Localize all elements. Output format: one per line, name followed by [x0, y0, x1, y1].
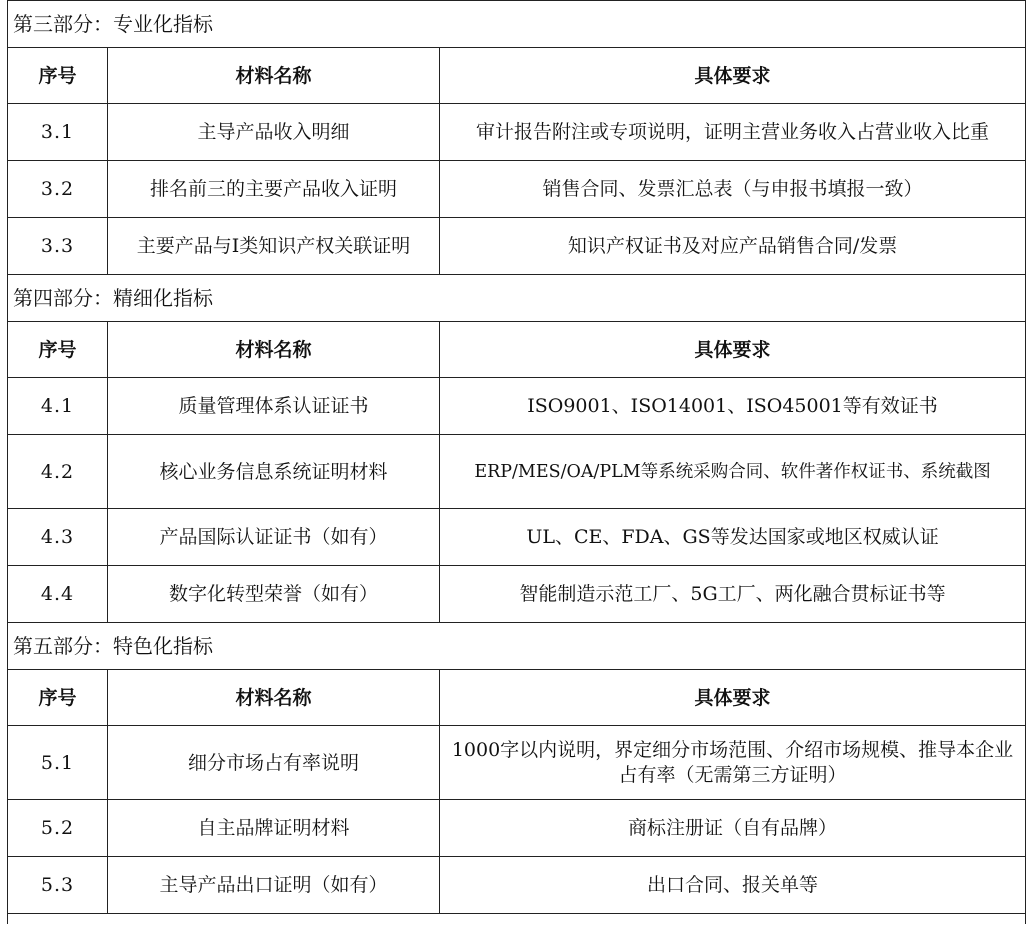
row-seq: 4.3 — [8, 509, 108, 566]
table-row — [8, 509, 1026, 566]
row-seq: 4.2 — [8, 435, 108, 509]
row-name: 排名前三的主要产品收入证明 — [108, 161, 440, 218]
row-name: 自主品牌证明材料 — [108, 800, 440, 857]
row-seq: 3.1 — [8, 104, 108, 161]
row-seq: 3.3 — [8, 218, 108, 275]
row-seq: 4.1 — [8, 378, 108, 435]
row-name: 产品国际认证证书（如有） — [108, 509, 440, 566]
row-name: 主导产品收入明细 — [108, 104, 440, 161]
table-row — [8, 726, 1026, 800]
continuation-cell — [8, 914, 1026, 924]
row-name: 核心业务信息系统证明材料 — [108, 435, 440, 509]
column-header-row — [8, 322, 1026, 378]
section-title: 第四部分：精细化指标 — [8, 275, 1026, 322]
row-req: 商标注册证（自有品牌） — [440, 800, 1026, 857]
header-name: 材料名称 — [108, 48, 440, 104]
header-req: 具体要求 — [440, 48, 1026, 104]
row-seq: 5.3 — [8, 857, 108, 914]
row-seq: 5.1 — [8, 726, 108, 800]
header-name: 材料名称 — [108, 670, 440, 726]
row-req: 出口合同、报关单等 — [440, 857, 1026, 914]
table-row — [8, 104, 1026, 161]
column-header-row — [8, 48, 1026, 104]
row-req: 销售合同、发票汇总表（与申报书填报一致） — [440, 161, 1026, 218]
header-seq: 序号 — [8, 670, 108, 726]
section-header-row — [8, 275, 1026, 322]
row-name: 数字化转型荣誉（如有） — [108, 566, 440, 623]
table-continuation-row — [8, 914, 1026, 924]
row-name: 质量管理体系认证证书 — [108, 378, 440, 435]
row-name: 细分市场占有率说明 — [108, 726, 440, 800]
section-header-row — [8, 623, 1026, 670]
row-req: UL、CE、FDA、GS等发达国家或地区权威认证 — [440, 509, 1026, 566]
row-seq: 5.2 — [8, 800, 108, 857]
materials-table — [7, 0, 1026, 924]
section-title: 第五部分：特色化指标 — [8, 623, 1026, 670]
table-row — [8, 378, 1026, 435]
row-seq: 3.2 — [8, 161, 108, 218]
table-row — [8, 800, 1026, 857]
row-req: 知识产权证书及对应产品销售合同/发票 — [440, 218, 1026, 275]
header-req: 具体要求 — [440, 322, 1026, 378]
column-header-row — [8, 670, 1026, 726]
row-name: 主导产品出口证明（如有） — [108, 857, 440, 914]
row-req: 智能制造示范工厂、5G工厂、两化融合贯标证书等 — [440, 566, 1026, 623]
row-req: ERP/MES/OA/PLM等系统采购合同、软件著作权证书、系统截图 — [440, 435, 1026, 509]
table-row — [8, 218, 1026, 275]
row-req: 1000字以内说明，界定细分市场范围、介绍市场规模、推导本企业占有率（无需第三方证明） — [440, 726, 1026, 800]
row-req: 审计报告附注或专项说明，证明主营业务收入占营业收入比重 — [440, 104, 1026, 161]
table-row — [8, 161, 1026, 218]
section-header-row — [8, 1, 1026, 48]
row-req: ISO9001、ISO14001、ISO45001等有效证书 — [440, 378, 1026, 435]
header-name: 材料名称 — [108, 322, 440, 378]
table-row — [8, 435, 1026, 509]
row-seq: 4.4 — [8, 566, 108, 623]
table-row — [8, 566, 1026, 623]
row-name: 主要产品与Ⅰ类知识产权关联证明 — [108, 218, 440, 275]
section-title: 第三部分：专业化指标 — [8, 1, 1026, 48]
header-seq: 序号 — [8, 48, 108, 104]
header-req: 具体要求 — [440, 670, 1026, 726]
header-seq: 序号 — [8, 322, 108, 378]
table-row — [8, 857, 1026, 914]
